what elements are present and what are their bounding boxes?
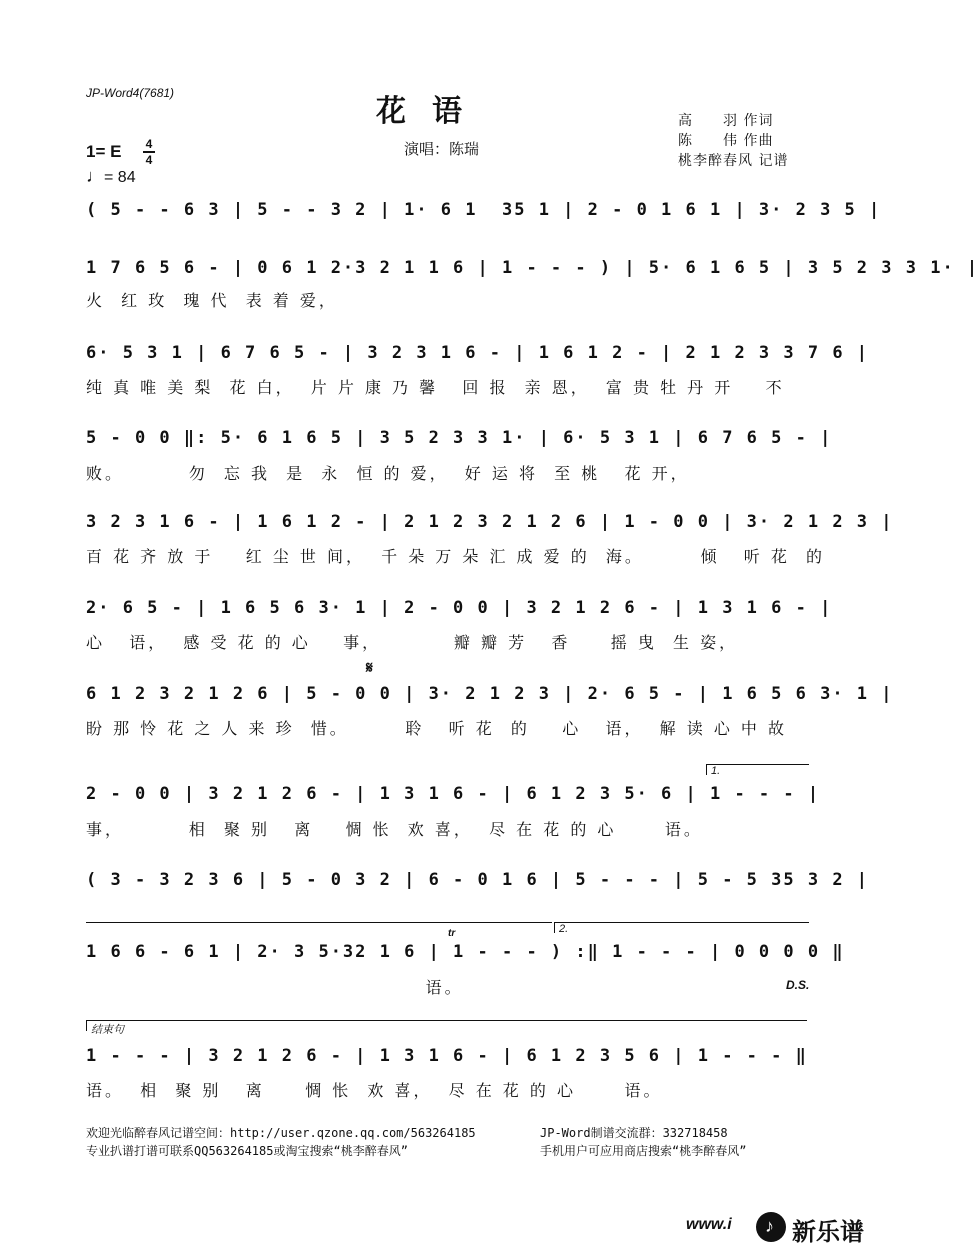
- footer-app: 手机用户可应用商店搜索“桃李醉春风”: [540, 1144, 747, 1158]
- lyrics: 百 花 齐 放 于 红 尘 世 间， 千 朵 万 朵 汇 成 爱 的 海。 倾 听 花 的: [86, 547, 826, 566]
- notation: ( 3 - 3 2 3 6 | 5 - 0 3 2 | 6 - 0 1 6 | 5 - - - | 5 - 5 35 3 2 |: [86, 870, 870, 890]
- tempo-marking: [86, 166, 136, 187]
- notation: 5 - 0 0 ‖: 5· 6 1 6 5 | 3 5 2 3 3 1· | 6· 5 3 1 | 6 7 6 5 - |: [86, 428, 833, 448]
- notation: 1 6 6 - 6 1 | 2· 3 5·32 1 6 | 1 - - - ) :‖ 1 - - - | 0 0 0 0 ‖: [86, 942, 845, 962]
- lyrics: 事， 相 聚 别 离 惆 怅 欢 喜， 尽 在 花 的 心 语。: [86, 820, 703, 839]
- repeat-line: [86, 922, 552, 923]
- lyrics: 纯 真 唯 美 梨 花 白， 片 片 康 乃 馨 回 报 亲 恩， 富 贵 牡 丹 开 不: [86, 378, 785, 397]
- notation: 6· 5 3 1 | 6 7 6 5 - | 3 2 3 1 6 - | 1 6 1 2 - | 2 1 2 3 3 7 6 |: [86, 343, 870, 363]
- transcriber-credit: 桃李醉春风 记谱: [678, 153, 789, 169]
- footer-contact: 专业扒谱打谱可联系QQ563264185或淘宝搜索“桃李醉春风”: [86, 1144, 408, 1158]
- composer-credit: 陈 伟 作曲: [678, 133, 774, 149]
- notation: ( 5 - - 6 3 | 5 - - 3 2 | 1· 6 1 35 1 | 2 - 0 1 6 1 | 3· 2 3 5 |: [86, 200, 882, 220]
- notation: 3 2 3 1 6 - | 1 6 1 2 - | 2 1 2 3 2 1 2 6 | 1 - 0 0 | 3· 2 1 2 3 |: [86, 512, 894, 532]
- notation: 1 7 6 5 6 - | 0 6 1 2·3 2 1 1 6 | 1 - - - ) | 5· 6 1 6 5 | 3 5 2 3 3 1· |: [86, 258, 979, 278]
- notation: 6 1 2 3 2 1 2 6 | 5 - 0 0 | 3· 2 1 2 3 | 2· 6 5 - | 1 6 5 6 3· 1 |: [86, 684, 894, 704]
- time-denominator: 4: [145, 153, 153, 167]
- notation: 1 - - - | 3 2 1 2 6 - | 1 3 1 6 - | 6 1 2 3 5 6 | 1 - - - ‖: [86, 1046, 808, 1066]
- tempo-value: = 84: [104, 169, 136, 186]
- lyricist-credit: 高 羽 作词: [678, 113, 774, 129]
- app-tag: JP-Word4(7681): [86, 86, 175, 100]
- singer: 演唱：陈瑞: [404, 140, 480, 158]
- time-numerator: 4: [145, 137, 153, 151]
- lyrics: 心 语， 感 受 花 的 心 事， 瓣 瓣 芳 香 摇 曳 生 姿，: [86, 633, 739, 652]
- trill-mark: tr: [448, 928, 456, 939]
- lyrics: 盼 那 怜 花 之 人 来 珍 惜。 聆 听 花 的 心 语， 解 读 心 中 故: [86, 719, 788, 738]
- music-note-icon: ♪: [765, 1216, 774, 1236]
- lyrics: 语。: [86, 978, 464, 997]
- lyrics: 败。 勿 忘 我 是 永 恒 的 爱， 好 运 将 至 桃 花 开，: [86, 464, 690, 483]
- lyrics: 语。 相 聚 别 离 惆 怅 欢 喜， 尽 在 花 的 心 语。: [86, 1081, 663, 1100]
- key-signature: 1= E: [86, 142, 122, 161]
- time-signature: [143, 138, 155, 166]
- footer-group: JP-Word制谱交流群：332718458: [540, 1126, 728, 1140]
- watermark-url: www.i: [686, 1216, 732, 1233]
- segno-icon: 𝄋: [366, 660, 373, 677]
- notation: 2· 6 5 - | 1 6 5 6 3· 1 | 2 - 0 0 | 3 2 1 2 6 - | 1 3 1 6 - |: [86, 598, 833, 618]
- second-ending-bracket: 2.: [554, 922, 809, 933]
- song-title: 花语: [376, 94, 488, 129]
- coda-bracket: 结束句: [86, 1020, 807, 1031]
- ds-marking: D.S.: [786, 978, 810, 992]
- notation: 2 - 0 0 | 3 2 1 2 6 - | 1 3 1 6 - | 6 1 2 3 5· 6 | 1 - - - |: [86, 784, 821, 804]
- first-ending-bracket: 1.: [706, 764, 809, 775]
- footer-website: 欢迎光临醉春风记谱空间：http://user.qzone.qq.com/563264185: [86, 1126, 476, 1140]
- lyrics: 火 红 玫 瑰 代 表 着 爱，: [86, 291, 338, 310]
- quarter-note-icon: ♩: [86, 166, 104, 186]
- watermark-brand: 新乐谱: [792, 1218, 864, 1246]
